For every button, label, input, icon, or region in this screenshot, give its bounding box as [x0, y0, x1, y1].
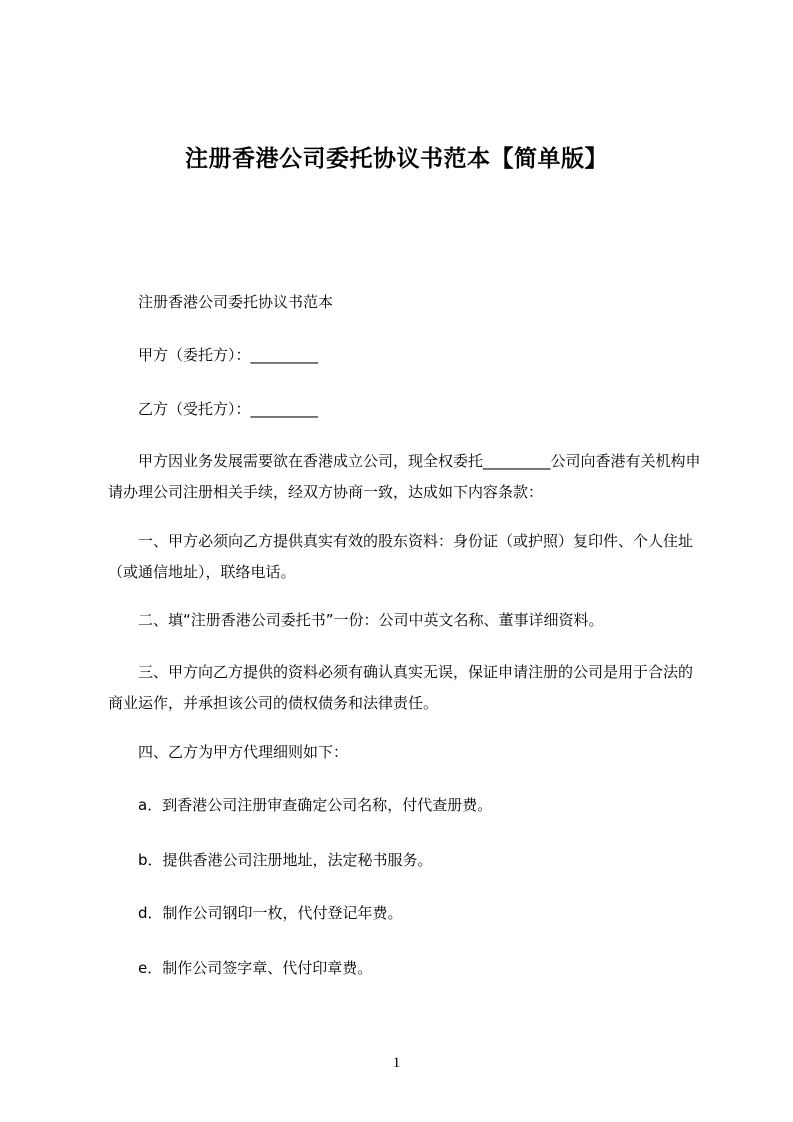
page-number: 1 [392, 1055, 401, 1071]
paragraph-item-a: a．到香港公司注册审查确定公司名称，付代查册费。 [138, 796, 493, 814]
paragraph-item-e: e．制作公司签字章、代付印章费。 [138, 959, 373, 977]
paragraph-clause-2: 二、填“注册香港公司委托书”一份：公司中英文名称、董事详细资料。 [138, 611, 604, 629]
paragraph-item-d: d．制作公司钢印一枚，代付登记年费。 [138, 904, 403, 922]
paragraph-clause-1: 一、甲方必须向乙方提供真实有效的股东资料：身份证（或护照）复印件、个人住址（或通信地址），联络电话。 [108, 532, 694, 581]
paragraph-clause-4: 四、乙方为甲方代理细则如下： [138, 743, 349, 761]
paragraph-clause-3: 三、甲方向乙方提供的资料必须有确认真实无误，保证申请注册的公司是用于合法的商业运作，并承担该公司的债权债务和法律责任。 [108, 663, 694, 712]
paragraph-subtitle: 注册香港公司委托协议书范本 [138, 293, 334, 311]
paragraph-intro: 甲方因业务发展需要欲在香港成立公司，现全权委托_________公司向香港有关机构申请办理公司注册相关手续，经双方协商一致，达成如下内容条款： [108, 452, 701, 501]
paragraph-party-a: 甲方（委托方）：_________ [138, 346, 319, 364]
paragraph-party-b: 乙方（受托方）：_________ [138, 400, 319, 418]
paragraph-item-b: b．提供香港公司注册地址，法定秘书服务。 [138, 851, 433, 869]
document-title: 注册香港公司委托协议书范本【简单版】 [185, 146, 608, 172]
